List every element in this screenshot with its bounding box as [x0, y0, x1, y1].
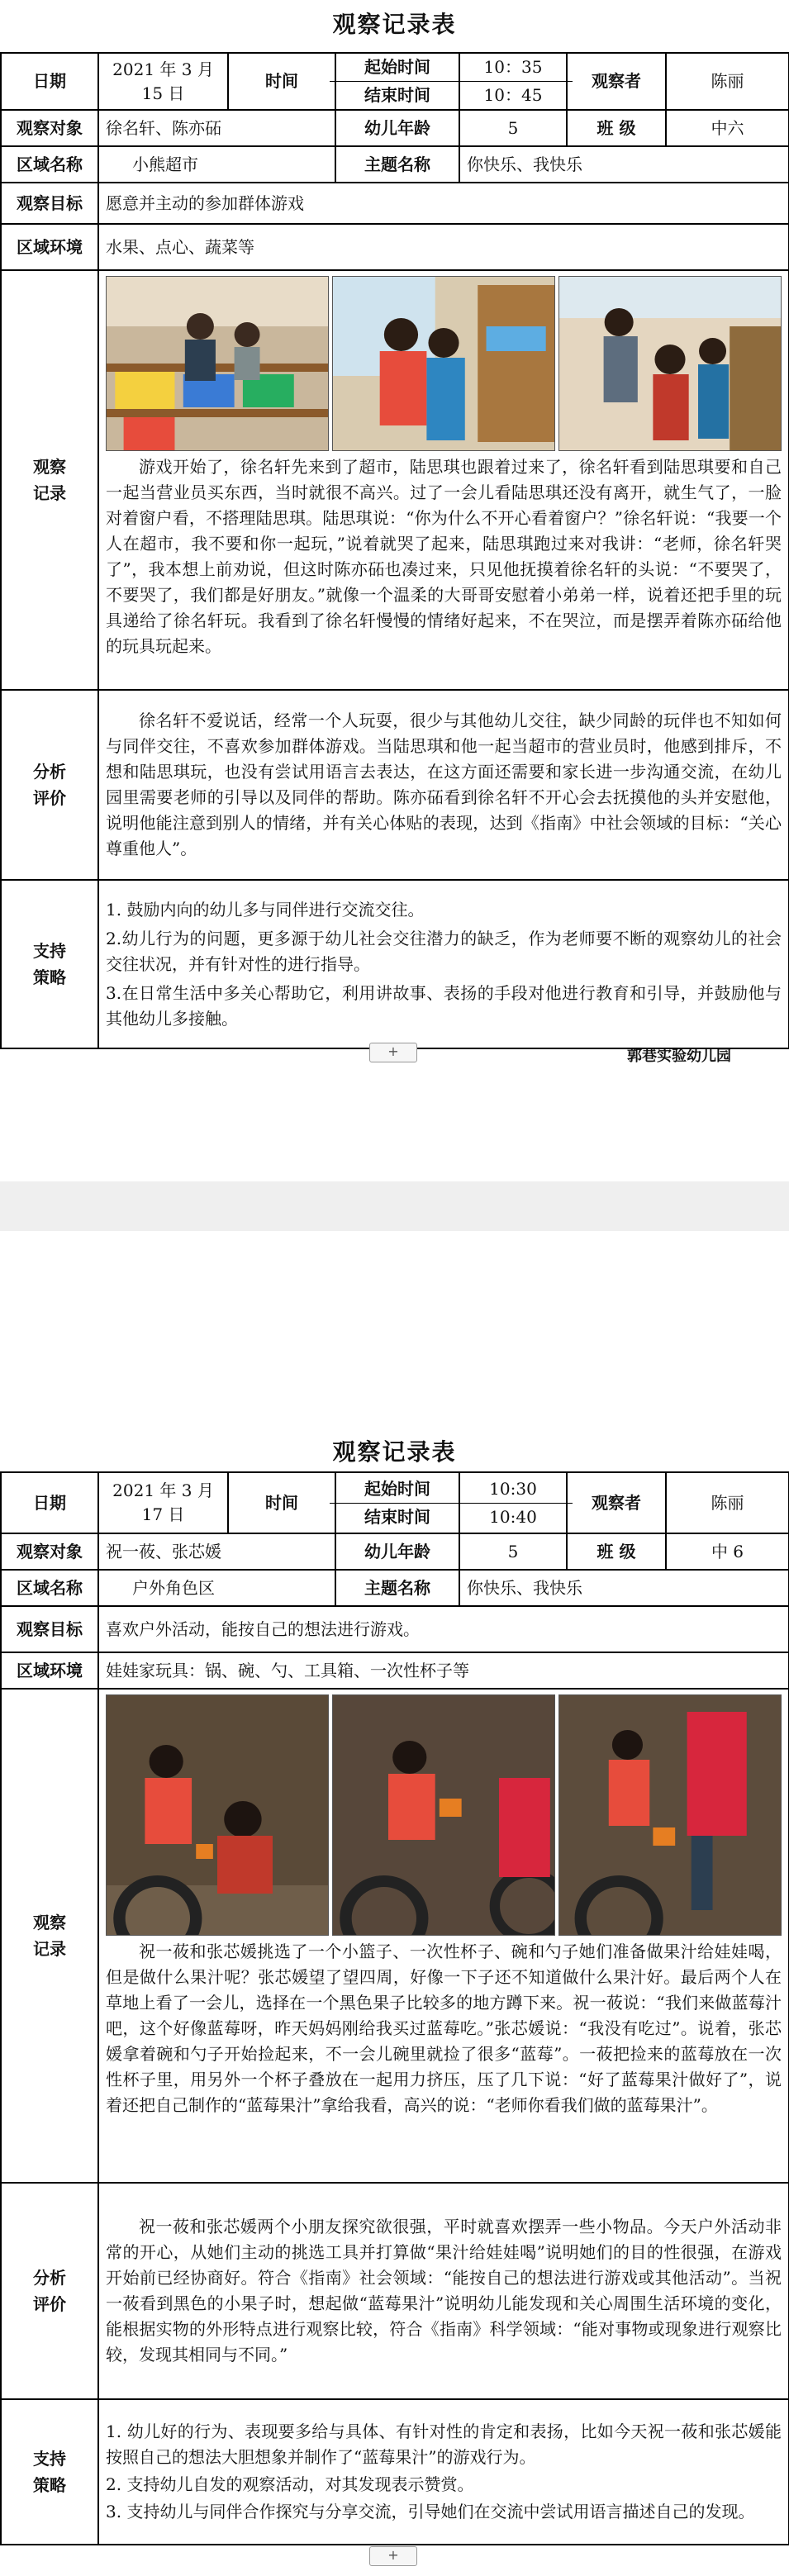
sheet-title: 观察记录表 [332, 1438, 457, 1466]
theme-value: 你快乐、我快乐 [459, 1570, 789, 1606]
classroom-photo [106, 276, 329, 451]
goal-label: 观察目标 [1, 183, 98, 224]
class-value: 中六 [666, 110, 789, 146]
theme-label: 主题名称 [335, 1570, 459, 1606]
photo-strip [106, 271, 782, 454]
start-time-label: 起始时间 [330, 1476, 465, 1504]
time-label: 时间 [228, 53, 335, 110]
subject-value: 徐名轩、陈亦砳 [98, 110, 335, 146]
record-label: 观察 记录 [1, 1689, 98, 2183]
observation-sheet-2 [0, 1434, 789, 2576]
record-label: 观察 记录 [1, 270, 98, 690]
age-label: 幼儿年龄 [335, 1533, 459, 1570]
area-value: 户外角色区 [98, 1570, 335, 1606]
class-label: 班 级 [567, 110, 666, 146]
observer-value: 陈丽 [666, 53, 789, 110]
class-value: 中 6 [666, 1533, 789, 1570]
support-item: 1. 鼓励内向的幼儿多与同伴进行交流交往。 [106, 899, 425, 920]
record-text: 游戏开始了，徐名轩先来到了超市，陆思琪也跟着过来了，徐名轩看到陆思琪要和自己一起当营业员买东西，当时就很不高兴。过了一会儿看陆思琪还没有离开，就生气了，一脸对着窗户看，不搭理陆思琪。陆思琪说：“你为什么不开心看着窗户？”徐名轩说：“我要一个人在超市，我不要和你一起玩，”说着就哭了起来，陆思琪跑过来对我讲：“老师，徐名轩哭了”，我本想上前劝说，但这时陈亦砳也凑过来，只见他抚摸着徐名轩的头说：“不要哭了，不要哭了，我们都是好朋友。”就像一个温柔的大哥哥安慰着小弟弟一样，说着还把手里的玩具递给了徐名轩玩。我看到了徐名轩慢慢的情绪好起来，不在哭泣，而是摆弄着陈亦砳给他的玩具玩起来。 [106, 457, 782, 656]
area-label: 区域名称 [1, 1570, 98, 1606]
analysis-text: 祝一莜和张芯媛两个小朋友探究欲很强，平时就喜欢摆弄一些小物品。今天户外活动非常的开心，从她们主动的挑选工具并打算做“果汁给娃娃喝”说明她们的目的性很强，在游戏开始前已经协商好。符合《指南》社会领域：“能按自己的想法进行游戏或其他活动”。当祝一莜看到黑色的小果子时，想起做“蓝莓果汁”说明幼儿能发现和关心周围生活环境的变化，能根据实物的外形特点进行观察比较，符合《指南》科学领域：“能对事物或现象进行观察比较，发现其相同与不同。” [106, 2217, 782, 2365]
goal-value: 愿意并主动的参加群体游戏 [98, 183, 789, 224]
subject-value: 祝一莜、张芯媛 [98, 1533, 335, 1570]
observation-table [0, 1471, 789, 2545]
date-label: 日期 [1, 53, 98, 110]
start-time-label: 起始时间 [330, 54, 465, 82]
analysis-text: 徐名轩不爱说话，经常一个人玩耍，很少与其他幼儿交往，缺少同龄的玩伴也不知如何与同伴交往，不喜欢参加群体游戏。当陆思琪和他一起当超市的营业员时，他感到排斥，不想和陆思琪玩，也没有尝试用语言去表达，在这方面还需要和家长进一步沟通交流，在幼儿园里需要老师的引导以及同伴的帮助。陈亦砳看到徐名轩不开心会去抚摸他的头并安慰他，说明他能注意到别人的情绪，并有关心体贴的表现，达到《指南》中社会领域的目标：“关心尊重他人”。 [106, 711, 782, 858]
age-label: 幼儿年龄 [335, 110, 459, 146]
support-item: 1. 幼儿好的行为、表现要多给与具体、有针对性的肯定和表扬，比如今天祝一莜和张芯媛能按照自己的想法大胆想象并制作了“蓝莓果汁”的游戏行为。 [106, 2422, 782, 2467]
observation-sheet-1 [0, 0, 789, 1110]
end-time-label: 结束时间 [364, 1506, 430, 1527]
theme-value: 你快乐、我快乐 [459, 146, 789, 183]
class-label: 班 级 [567, 1533, 666, 1570]
support-item: 2.幼儿行为的问题，更多源于幼儿社会交往潜力的缺乏，作为老师要不断的观察幼儿的社会交往状况，并有针对性的进行指导。 [106, 928, 782, 974]
page-separator [0, 1181, 789, 1231]
environment-value: 娃娃家玩具：锅、碗、勺、工具箱、一次性杯子等 [98, 1652, 789, 1689]
goal-label: 观察目标 [1, 1606, 98, 1652]
support-label: 支持 策略 [1, 2399, 98, 2545]
observation-table [0, 52, 789, 1049]
children-picking-berries-photo [106, 1694, 329, 1936]
age-value: 5 [459, 110, 567, 146]
observer-value: 陈丽 [666, 1472, 789, 1533]
area-value: 小熊超市 [98, 146, 335, 183]
add-row-button[interactable]: + [369, 2546, 417, 2566]
children-at-window-photo [332, 276, 555, 451]
observer-label: 观察者 [567, 53, 666, 110]
time-label: 时间 [228, 1472, 335, 1533]
school-name: 郭巷实验幼儿园 [627, 1048, 731, 1065]
date-value: 2021 年 3 月 15 日 [98, 53, 228, 110]
children-with-teacher-photo [558, 1694, 782, 1936]
end-time-label: 结束时间 [364, 85, 430, 105]
start-time-value: 10：35 [454, 54, 573, 82]
photo-strip [106, 1690, 782, 1939]
start-time-value: 10:30 [454, 1476, 573, 1504]
support-item: 3. 支持幼儿与同伴合作探究与分享交流，引导她们在交流中尝试用语言描述自己的发现。 [106, 2502, 755, 2521]
support-label: 支持 策略 [1, 880, 98, 1048]
support-item: 3.在日常生活中多关心帮助它，利用讲故事、表扬的手段对他进行教育和引导，并鼓励他与其他幼儿多接触。 [106, 982, 782, 1029]
date-label: 日期 [1, 1472, 98, 1533]
area-label: 区域名称 [1, 146, 98, 183]
subject-label: 观察对象 [1, 1533, 98, 1570]
record-text: 祝一莜和张芯媛挑选了一个小篮子、一次性杯子、碗和勺子她们准备做果汁给娃娃喝，但是做什么果汁呢？张芯媛望了望四周，好像一下子还不知道做什么果汁好。最后两个人在草地上看了一会儿，选择在一个黑色果子比较多的地方蹲下来。祝一莜说：“我们来做蓝莓汁吧，这个好像蓝莓呀，昨天妈妈刚给我买过蓝莓吃。”张芯媛说：“我没有吃过”。说着，张芯媛拿着碗和勺子开始捡起来，不一会儿碗里就捡了很多“蓝莓”。一莜把捡来的蓝莓放在一次性杯子里，用另外一个杯子叠放在一起用力挤压，压了几下说：“好了蓝莓果汁做好了”，说着还把自己制作的“蓝莓果汁”拿给我看，高兴的说：“老师你看我们做的蓝莓果汁”。 [106, 1942, 782, 2115]
goal-value: 喜欢户外活动，能按自己的想法进行游戏。 [98, 1606, 789, 1652]
theme-label: 主题名称 [335, 146, 459, 183]
end-time-value: 10：45 [483, 85, 543, 105]
add-row-button[interactable]: + [369, 1043, 417, 1062]
environment-label: 区域环境 [1, 1652, 98, 1689]
environment-label: 区域环境 [1, 224, 98, 270]
analysis-label: 分析 评价 [1, 690, 98, 880]
subject-label: 观察对象 [1, 110, 98, 146]
age-value: 5 [459, 1533, 567, 1570]
children-group-photo [558, 276, 782, 451]
support-item: 2. 支持幼儿自发的观察活动，对其发现表示赞赏。 [106, 2474, 474, 2494]
environment-value: 水果、点心、蔬菜等 [98, 224, 789, 270]
analysis-label: 分析 评价 [1, 2183, 98, 2399]
observer-label: 观察者 [567, 1472, 666, 1533]
sheet-title: 观察记录表 [332, 11, 457, 38]
child-squatting-photo [332, 1694, 555, 1936]
end-time-value: 10:40 [489, 1506, 537, 1527]
date-value: 2021 年 3 月 17 日 [98, 1472, 228, 1533]
